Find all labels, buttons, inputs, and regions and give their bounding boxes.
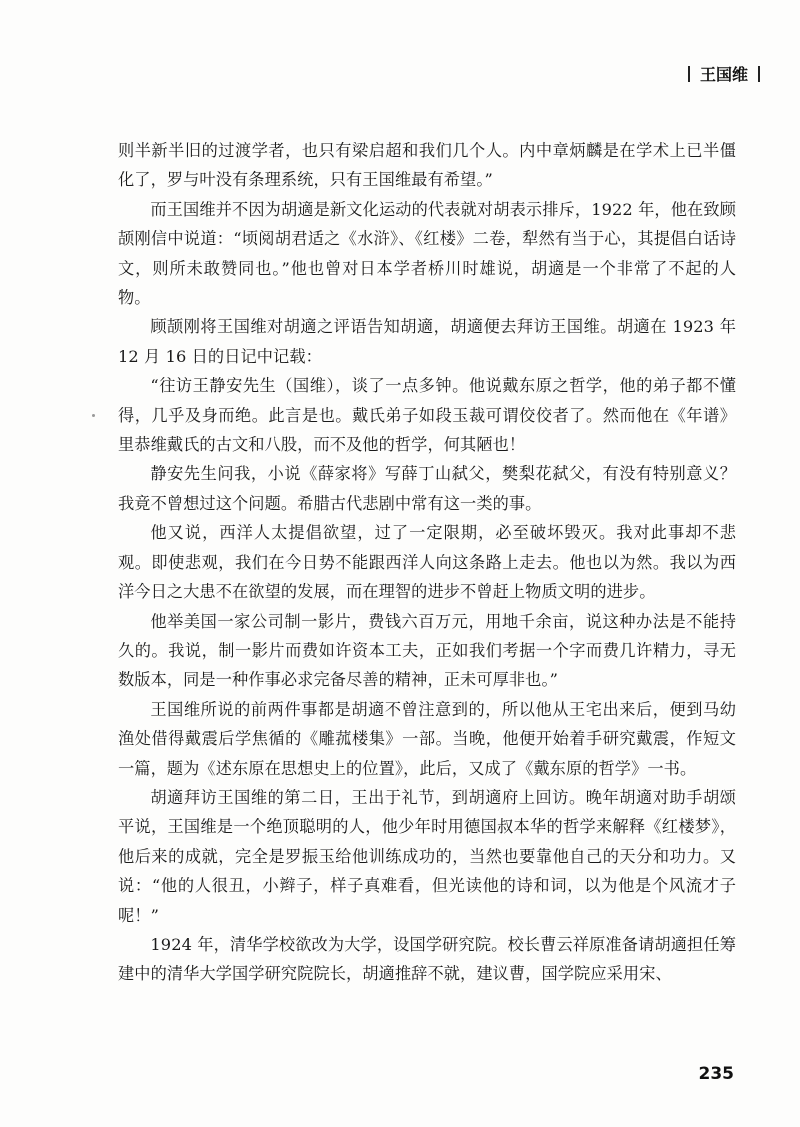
paragraph-8: 王国维所说的前两件事都是胡適不曾注意到的，所以他从王宅出来后，便到马幼渔处借得戴震后学焦循的《雕菰楼集》一部。当晚，他便开始着手研究戴震，作短文一篇，题为《述东原在思想史上的位置》，此后，又成了《戴东原的哲学》一书。 — [118, 699, 736, 778]
running-head-title: 王国维 — [699, 65, 748, 84]
paragraph-4: “往访王静安先生（国维），谈了一点多钟。他说戴东原之哲学，他的弟子都不懂得，几乎及身而绝。此言是也。戴氏弟子如段玉裁可谓佼佼者了。然而他在《年谱》里恭维戴氏的古文和八股，而不及他的哲学，何其陋也！ — [118, 376, 736, 455]
paragraph-10: 1924 年，清华学校欲改为大学，设国学研究院。校长曹云祥原准备请胡適担任筹建中的清华大学国学研究院院长，胡適推辞不就，建议曹，国学院应采用宋、 — [118, 934, 736, 984]
paragraph-1: 则半新半旧的过渡学者，也只有梁启超和我们几个人。内中章炳麟是在学术上已半僵化了，罗与叶没有条理系统，只有王国维最有希望。” — [118, 141, 736, 190]
page-number: 235 — [698, 1064, 734, 1084]
paragraph-9: 胡適拜访王国维的第二日，王出于礼节，到胡適府上回访。晚年胡適对助手胡颂平说，王国维是一个绝顶聪明的人，他少年时用德国叔本华的哲学来解释《红楼梦》，他后来的成就，完全是罗振玉给他训练成功的，当然也要靠他自己的天分和功力。又说：“他的人很丑，小辫子，样子真难看，但光读他的诗和词，以为他是个风流才子呢！” — [118, 787, 736, 925]
running-head — [688, 62, 760, 85]
paragraph-6: 他又说，西洋人太提倡欲望，过了一定限期，必至破坏毁灭。我对此事却不悲观。即使悲观，我们在今日势不能跟西洋人向这条路上走去。他也以为然。我以为西洋今日之大患不在欲望的发展，而在理智的进步不曾赶上物质文明的进步。 — [118, 523, 736, 602]
body-text — [118, 136, 736, 989]
paragraph-5: 静安先生问我，小说《薛家将》写薛丁山弑父，樊梨花弑父，有没有特别意义？我竟不曾想过这个问题。希腊古代悲剧中常有这一类的事。 — [118, 464, 736, 513]
running-head-left-bar — [688, 66, 690, 82]
paragraph-2: 而王国维并不因为胡適是新文化运动的代表就对胡表示排斥，1922 年，他在致顾颉刚信中说道：“顷阅胡君适之《水浒》、《红楼》二卷，犁然有当于心，其提倡白话诗文，则所未敢赞同也。”他也曾对日本学者桥川时雄说，胡適是一个非常了不起的人物。 — [118, 199, 736, 308]
running-head-right-bar — [758, 66, 760, 82]
margin-mark — [92, 414, 95, 417]
paragraph-3: 顾颉刚将王国维对胡適之评语告知胡適，胡適便去拜访王国维。胡適在 1923 年 12 月 16 日的日记中记载： — [118, 317, 736, 366]
paragraph-7: 他举美国一家公司制一影片，费钱六百万元，用地千余亩，说这种办法是不能持久的。我说，制一影片而费如许资本工夫，正如我们考据一个字而费几许精力，寻无数版本，同是一种作事必求完备尽善的精神，正未可厚非也。” — [118, 611, 736, 690]
